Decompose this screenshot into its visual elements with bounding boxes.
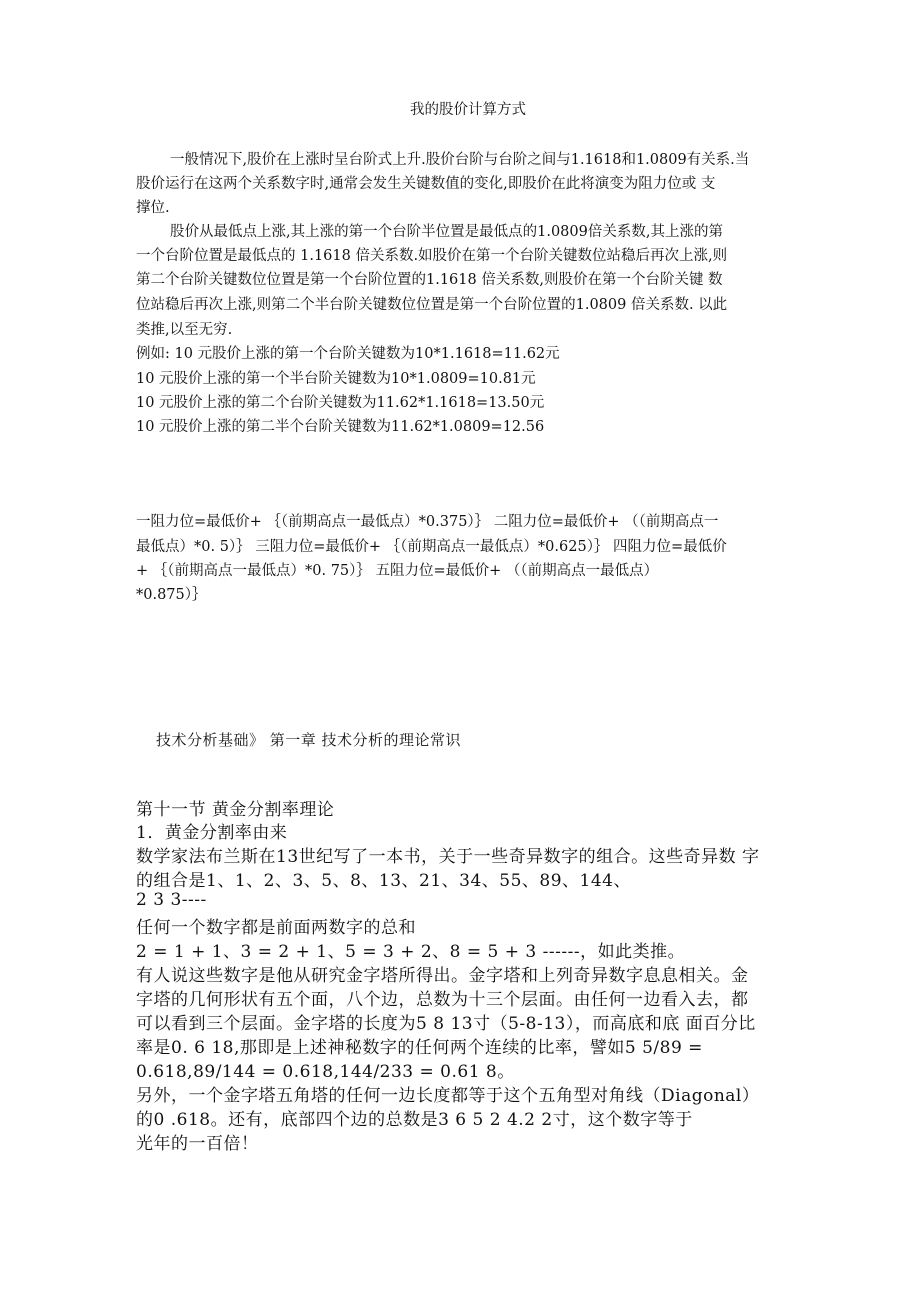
body-line: 光年的一百倍！ <box>136 1134 259 1154</box>
paragraph-line: 第二个台阶关键数位位置是第一个台阶位置的1.1618 倍关系数,则股价在第一个台阶关键 数 <box>136 272 723 288</box>
paragraph-line: 一般情况下,股价在上涨时呈台阶式上升.股价台阶与台阶之间与1.1618和1.0809有关系.当 <box>170 152 750 168</box>
body-line: 2 3 3---- <box>136 890 207 910</box>
subsection-heading: 1．黄金分割率由来 <box>136 823 288 843</box>
body-line: 字塔的几何形状有五个面，八个边，总数为十三个层面。由任何一边看入去，都 <box>136 990 749 1010</box>
example-line: 10 元股价上涨的第二个台阶关键数为11.62*1.1618=13.50元 <box>136 395 545 411</box>
body-line: 任何一个数字都是前面两数字的总和 <box>136 918 416 938</box>
section-heading: 第十一节 黄金分割率理论 <box>136 800 335 820</box>
body-line: 2 = 1 + 1、3 = 2 + 1、5 = 3 + 2、8 = 5 + 3 ------，如此类推。 <box>136 942 686 962</box>
paragraph-line: 撑位. <box>136 200 170 216</box>
resistance-line: + ｛（前期高点一最低点）*0. 75）｝ 五阻力位=最低价+ （（前期高点一最低点） <box>136 563 659 579</box>
doc-title: 我的股价计算方式 <box>410 102 526 118</box>
body-line: 率是0. 6 18,那即是上述神秘数字的任何两个连续的比率，譬如5 5/89 = <box>136 1038 703 1058</box>
example-line: 10 元股价上涨的第二半个台阶关键数为11.62*1.0809=12.56 <box>136 419 545 435</box>
example-line: 例如: 10 元股价上涨的第一个台阶关键数为10*1.1618=11.62元 <box>136 346 560 362</box>
paragraph-line: 位站稳后再次上涨,则第二个半台阶关键数位位置是第一个台阶位置的1.0809 倍关系数. 以此 <box>136 297 728 313</box>
paragraph-line: 一个台阶位置是最低点的 1.1618 倍关系数.如股价在第一个台阶关键数位站稳后再次上涨,则 <box>136 248 728 264</box>
chapter-heading: 技术分析基础》 第一章 技术分析的理论常识 <box>156 731 462 749</box>
resistance-line: 最低点）*0. 5）｝ 三阻力位=最低价+ ｛（前期高点一最低点）*0.625）｝ 四阻力位=最低价 <box>136 539 727 555</box>
body-line: 有人说这些数字是他从研究金字塔所得出。金字塔和上列奇异数字息息相关。金 <box>136 966 749 986</box>
paragraph-line: 类推,以至无穷. <box>136 322 233 338</box>
example-line: 10 元股价上涨的第一个半台阶关键数为10*1.0809=10.81元 <box>136 371 536 387</box>
paragraph-line: 股价从最低点上涨,其上涨的第一个台阶半位置是最低点的1.0809倍关系数,其上涨的第 <box>170 224 723 240</box>
body-line: 的0 .618。还有，底部四个边的总数是3 6 5 2 4.2 2寸，这个数字等于 <box>136 1110 693 1130</box>
body-line: 数学家法布兰斯在13世纪写了一本书，关于一些奇异数字的组合。这些奇异数 字 <box>136 847 760 867</box>
body-line: 另外，一个金字塔五角塔的任何一边长度都等于这个五角型对角线（Diagonal） <box>136 1086 760 1106</box>
body-line: 可以看到三个层面。金字塔的长度为5 8 13寸（5-8-13），而高底和底 面百分比 <box>136 1014 756 1034</box>
paragraph-line: 股价运行在这两个关系数字时,通常会发生关键数值的变化,即股价在此将演变为阻力位或 支 <box>136 176 716 192</box>
body-line: 的组合是1、1、2、3、5、8、13、21、34、55、89、144、 <box>136 871 632 891</box>
resistance-line: 一阻力位=最低价+ ｛（前期高点一最低点）*0.375）｝ 二阻力位=最低价+ （（前期高点一 <box>136 514 719 530</box>
body-line: 0.618,89/144 = 0.618,144/233 = 0.61 8。 <box>136 1062 515 1082</box>
resistance-line: *0.875）｝ <box>136 587 207 603</box>
